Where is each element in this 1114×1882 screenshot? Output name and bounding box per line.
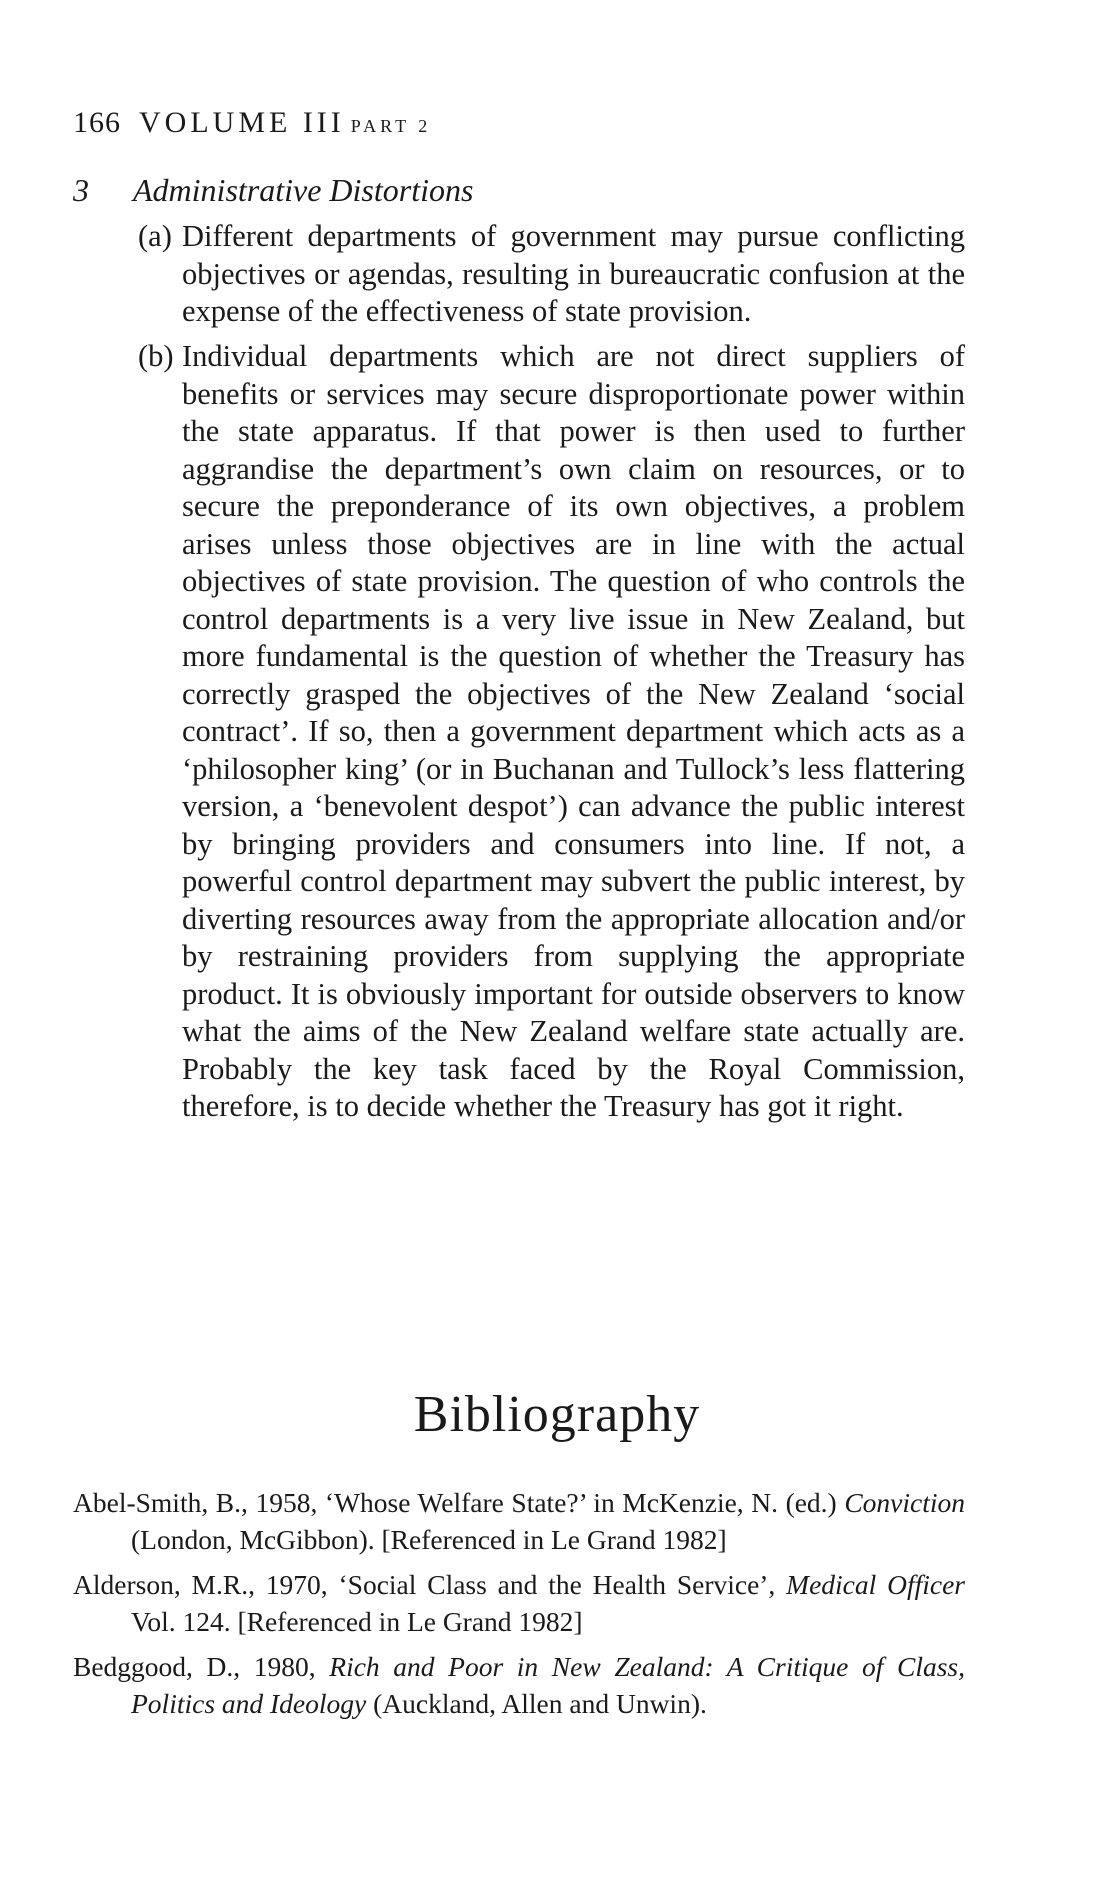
entry-publication: Vol. 124. [Referenced in Le Grand 1982] (131, 1606, 583, 1637)
bibliography-entry (73, 1484, 965, 1558)
section-title: Administrative Distortions (133, 172, 474, 208)
section-heading (73, 170, 473, 210)
list-item-label: (b) (138, 339, 174, 373)
page-number: 166 (73, 106, 121, 139)
section-number: 3 (73, 172, 89, 208)
list-item-label: (a) (138, 219, 172, 253)
volume-label: VOLUME III (139, 106, 345, 139)
entry-title: Medical Officer (786, 1569, 965, 1600)
entry-title: Rich and Poor in New Zealand: A Critique of Class, Politics and Ideology (131, 1651, 965, 1719)
running-head (73, 105, 431, 144)
entry-publication: (London, McGibbon). [Referenced in Le Grand 1982] (131, 1524, 727, 1555)
list-item-text: Different departments of government may pursue conflicting objectives or agendas, resulting in bureaucratic confusion at the expense of the effectiveness of state provision. (182, 219, 965, 328)
entry-publication: (Auckland, Allen and Unwin). (366, 1688, 707, 1719)
list-item-a (140, 218, 965, 331)
list-item-text: Individual departments which are not direct suppliers of benefits or services may secure disproportionate power within the state apparatus. If that power is then used to further aggrandise the department’s own claim on resources, or to secure the preponderance of its own objectives, a problem arises unless those objectives are in line with the actual objectives of state provision. The question of who controls the control departments is a very live issue in New Zealand, but more fundamental is the question of whether the Treasury has correctly grasped the objectives of the New Zealand ‘social contract’. If so, then a government department which acts as a ‘philosopher king’ (or in Buchanan and Tullock’s less flattering version, a ‘benevolent despot’) can advance the public interest by bringing providers and consumers into line. If not, a powerful control department may subvert the public interest, by diverting resources away from the appropriate allocation and/or by restraining providers from supplying the appropriate product. It is obviously important for outside observers to know what the aims of the New Zealand welfare state actually are. Probably the key task faced by the Royal Commission, therefore, is to decide whether the Treasury has got it right. (182, 339, 965, 1123)
entry-citation: Abel-Smith, B., 1958, ‘Whose Welfare State?’ in McKenzie, N. (ed.) (73, 1487, 845, 1518)
bibliography-entry (73, 1648, 965, 1722)
bibliography-heading: Bibliography (413, 1386, 701, 1443)
entry-citation: Bedggood, D., 1980, (73, 1651, 330, 1682)
entry-title: Conviction (844, 1487, 965, 1518)
list-item-b (140, 338, 965, 1126)
bibliography-entry (73, 1566, 965, 1640)
part-label: PART 2 (350, 116, 432, 136)
entry-citation: Alderson, M.R., 1970, ‘Social Class and the Health Service’, (73, 1569, 787, 1600)
